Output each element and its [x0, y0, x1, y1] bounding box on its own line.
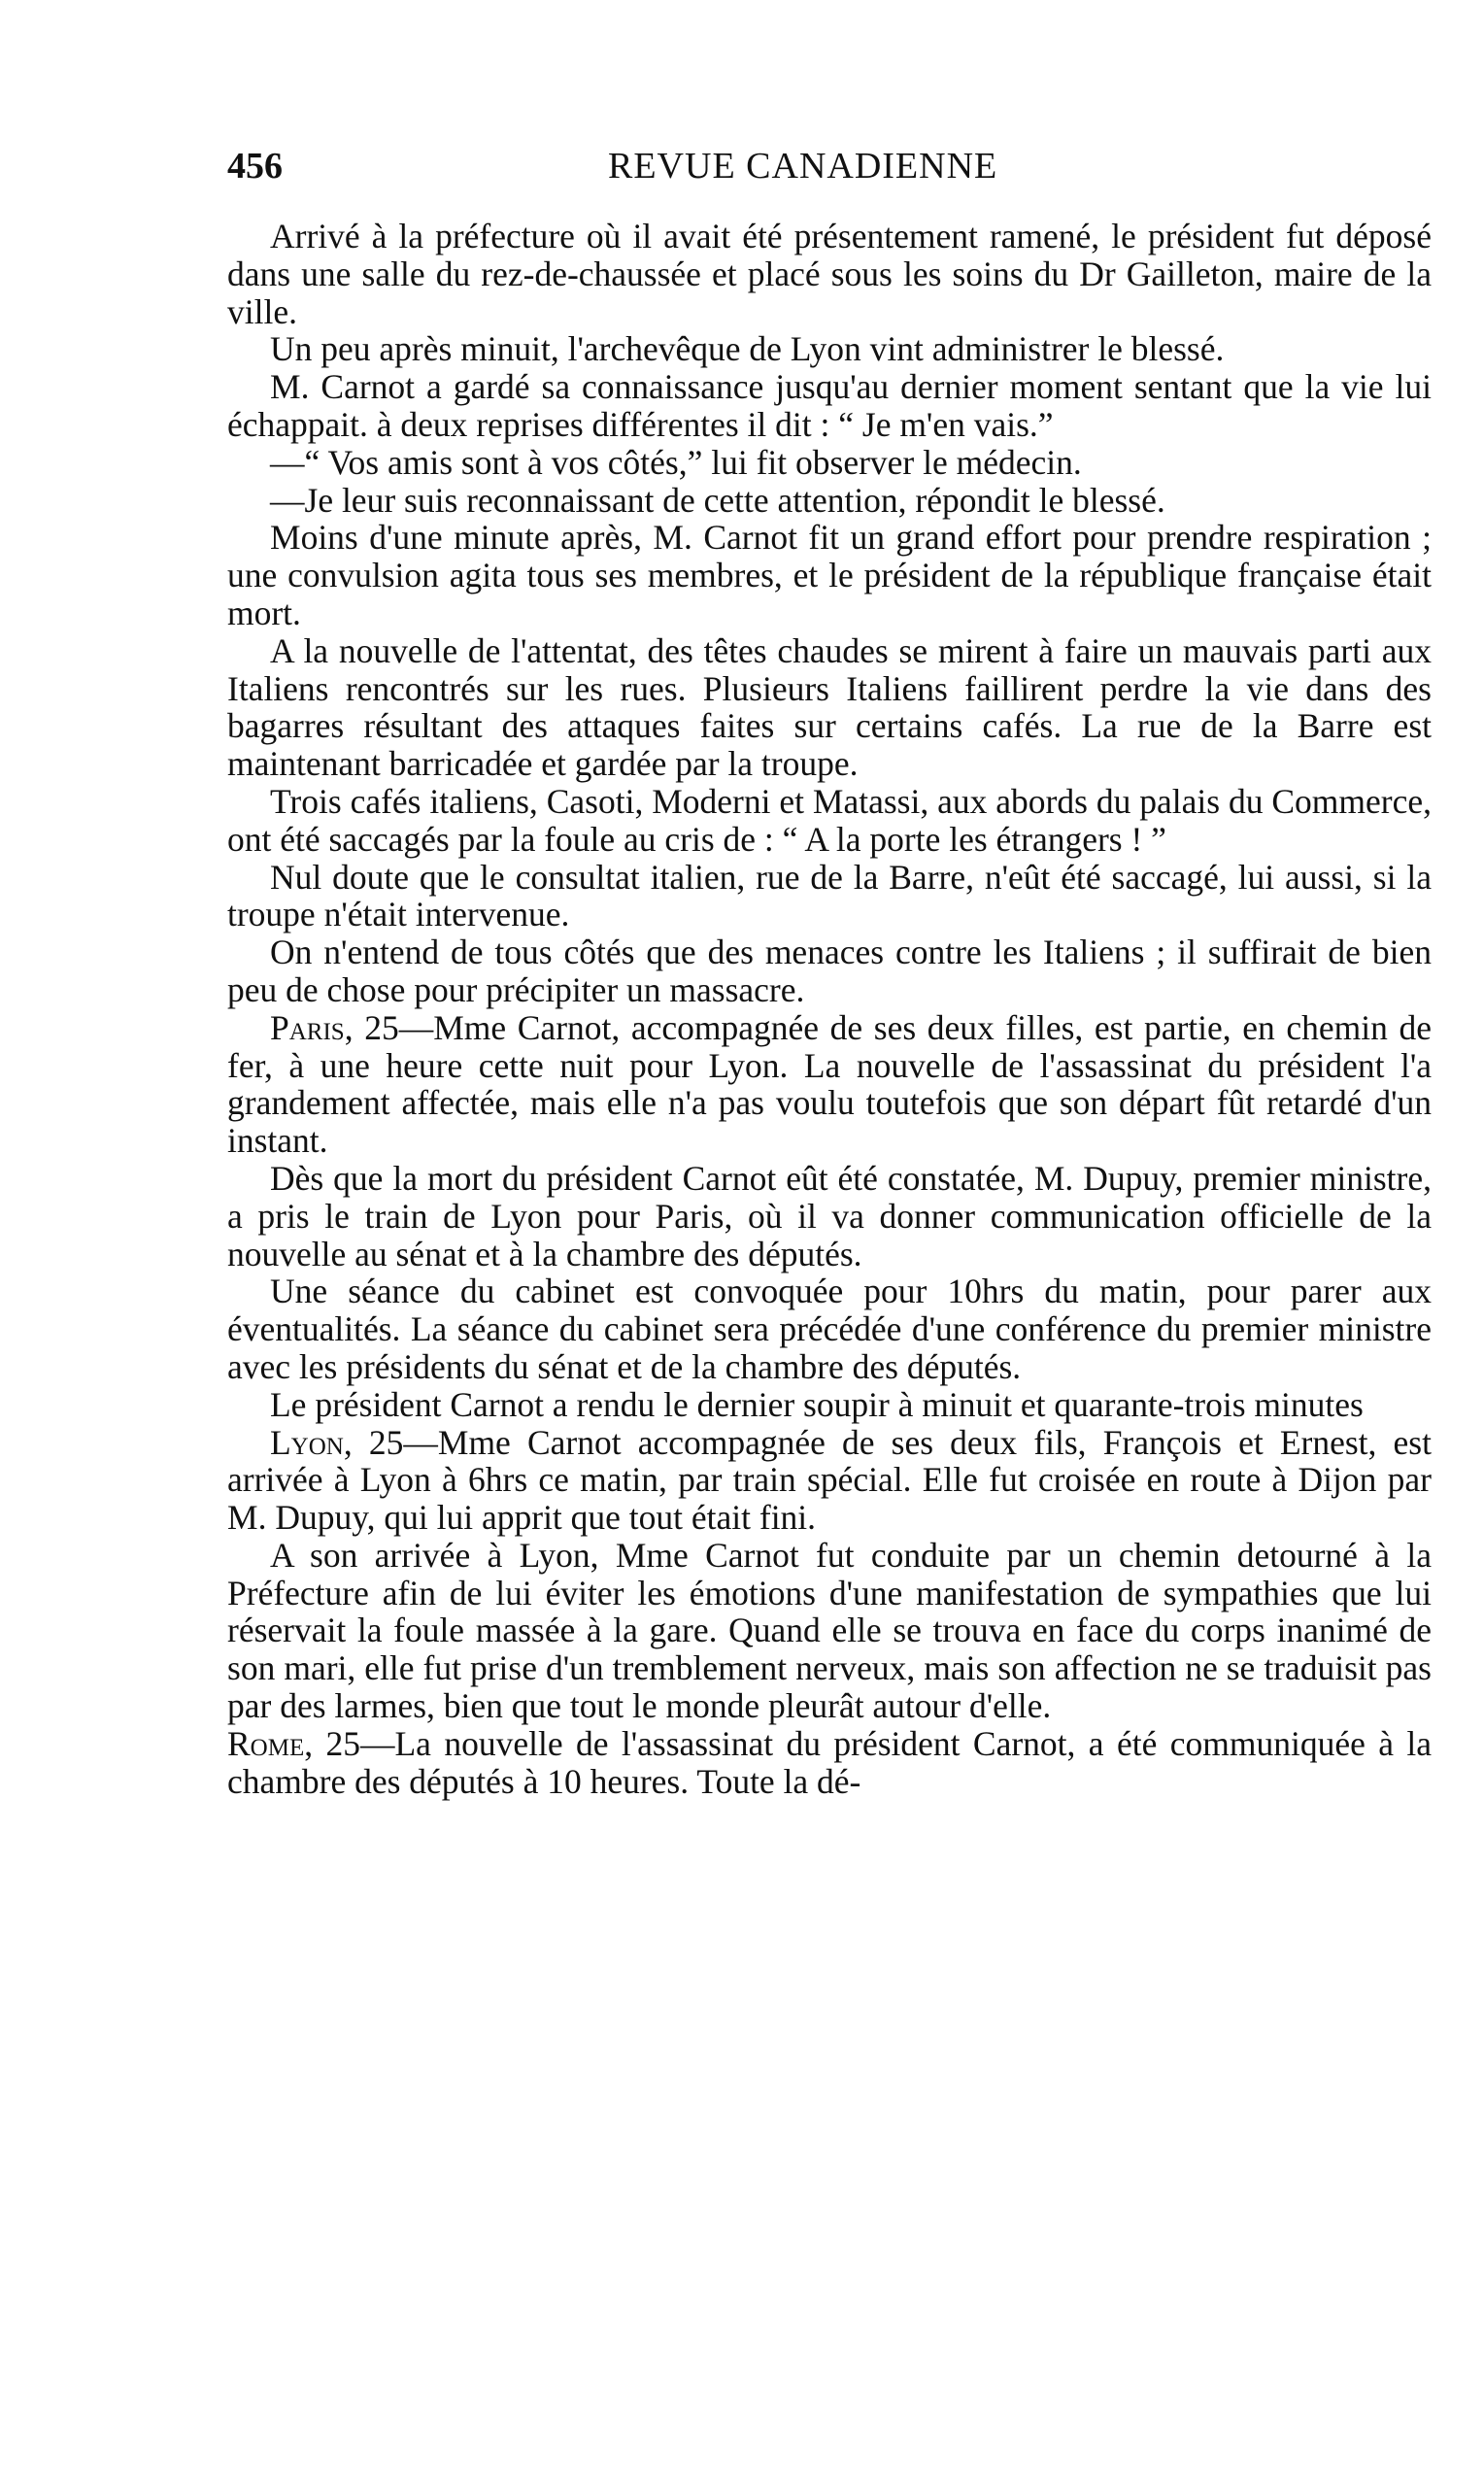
dateline-paragraph: Paris, 25—Mme Carnot, accompagnée de ses deux filles, est partie, en chemin de fer, à une heure cette nuit pour Lyon. La nouvelle de l'assassinat du président l'a grandement affectée, mais elle n'a pas voulu toutefois que son départ fût retardé d'un instant.	[227, 1007, 1432, 1161]
paragraph: M. Carnot a gardé sa connaissance jusqu'au dernier moment sentant que la vie lui échappait. à deux reprises différentes il dit : “ Je m'en vais.”	[227, 367, 1432, 444]
paragraph: Arrivé à la préfecture où il avait été présentement ramené, le président fut déposé dans une salle du rez-de-chaussée et placé sous les soins du Dr Gailleton, maire de la ville.	[227, 217, 1432, 331]
dateline-place: Paris	[270, 1007, 345, 1047]
dateline-place: Rome	[227, 1723, 305, 1763]
running-header	[227, 142, 1432, 190]
paragraph: —“ Vos amis sont à vos côtés,” lui fit observer le médecin.	[270, 442, 1082, 482]
article-body	[227, 218, 1432, 1800]
paragraph: On n'entend de tous côtés que des menaces contre les Italiens ; il suffirait de bien peu de chose pour précipiter un massacre.	[227, 933, 1432, 1009]
paragraph: A son arrivée à Lyon, Mme Carnot fut conduite par un chemin detourné à la Préfecture afin de lui éviter les émotions d'une manifestation de sympathies que lui réservait la foule massée à la gare. Quand elle se trouva en face du corps inanimé de son mari, elle fut prise d'un tremblement nerveux, mais son affection ne se traduisit pas par des larmes, bien que tout le monde pleurât autour d'elle.	[227, 1535, 1432, 1726]
dateline-paragraph: Lyon, 25—Mme Carnot accompagnée de ses deux fils, François et Ernest, est arrivée à Lyon à 6hrs ce matin, par train spécial. Elle fut croisée en route à Dijon par M. Dupuy, qui lui apprit que tout était fini.	[227, 1422, 1432, 1538]
paragraph: —Je leur suis reconnaissant de cette attention, répondit le blessé.	[270, 480, 1165, 520]
paragraph: Une séance du cabinet est convoquée pour 10hrs du matin, pour parer aux éventualités. La séance du cabinet sera précédée d'une conférence du premier ministre avec les présidents du sénat et de la chambre des députés.	[227, 1272, 1432, 1386]
paragraph: Un peu après minuit, l'archevêque de Lyon vint administrer le blessé.	[270, 329, 1225, 369]
page-number: 456	[227, 146, 283, 187]
dateline-paragraph: Rome, 25—La nouvelle de l'assassinat du président Carnot, a été communiquée à la chambre des députés à 10 heures. Toute la dé-	[227, 1723, 1432, 1801]
paragraph: Dès que la mort du président Carnot eût été constatée, M. Dupuy, premier ministre, a pris le train de Lyon pour Paris, où il va donner communication officielle de la nouvelle au sénat et à la chambre des députés.	[227, 1158, 1432, 1273]
journal-title: REVUE CANADIENNE	[608, 146, 998, 187]
paragraph: Trois cafés italiens, Casoti, Moderni et Matassi, aux abords du palais du Commerce, ont été saccagés par la foule au cris de : “ A la porte les étrangers ! ”	[227, 781, 1432, 859]
dateline-place: Lyon	[270, 1422, 344, 1462]
paragraph: Nul doute que le consultat italien, rue de la Barre, n'eût été saccagé, lui aussi, si la troupe n'était intervenue.	[227, 857, 1432, 934]
paragraph: Moins d'une minute après, M. Carnot fit un grand effort pour prendre respiration ; une convulsion agita tous ses membres, et le président de la république française était mort.	[227, 518, 1432, 632]
paragraph: Le président Carnot a rendu le dernier soupir à minuit et quarante-trois minutes	[270, 1384, 1364, 1424]
paragraph: A la nouvelle de l'attentat, des têtes chaudes se mirent à faire un mauvais parti aux Italiens rencontrés sur les rues. Plusieurs Italiens faillirent perdre la vie dans des bagarres résultant des attaques faites sur certains cafés. La rue de la Barre est maintenant barricadée et gardée par la troupe.	[227, 630, 1432, 784]
